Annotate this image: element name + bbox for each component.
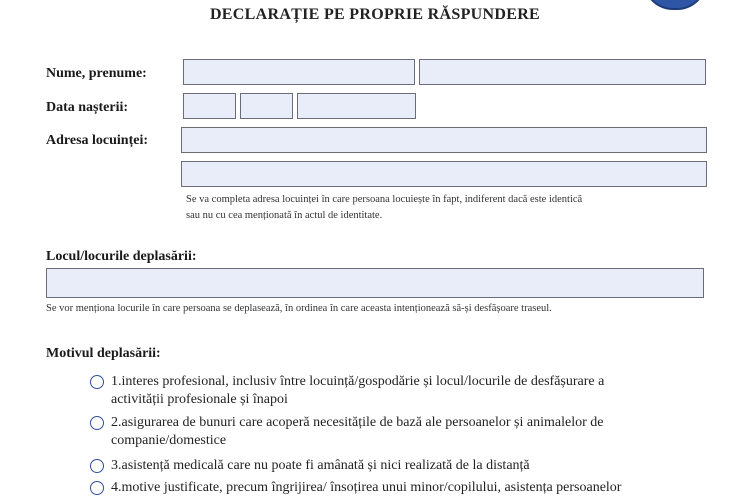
- reason-option-4-line1: 4.motive justificate, precum îngrijirea/ însoțirea unui minor/copilului, asistența persoanelor: [111, 480, 622, 495]
- address-label: Adresa locuinței:: [46, 133, 149, 148]
- reason-option-2-line2: companie/domestice: [111, 433, 227, 448]
- birthdate-label: Data nașterii:: [46, 100, 129, 115]
- reason-label: Motivul deplasării:: [46, 346, 161, 361]
- reason-option-1[interactable]: [90, 373, 730, 409]
- radio-button-icon[interactable]: [90, 375, 104, 389]
- reason-option-4[interactable]: [90, 479, 730, 497]
- name-label: Nume, prenume:: [46, 66, 147, 81]
- birth-month-field[interactable]: [240, 93, 293, 119]
- reason-option-3[interactable]: [90, 457, 730, 475]
- document-title: DECLARAȚIE PE PROPRIE RĂSPUNDERE: [209, 6, 541, 23]
- birth-day-field[interactable]: [183, 93, 236, 119]
- travel-locations-field[interactable]: [46, 268, 704, 298]
- radio-button-icon[interactable]: [90, 416, 104, 430]
- radio-button-icon[interactable]: [90, 481, 104, 495]
- reason-option-2-line1: 2.asigurarea de bunuri care acoperă necesitățile de bază ale persoanelor și animalelor de: [111, 415, 604, 430]
- address-line2-field[interactable]: [181, 161, 707, 187]
- reason-option-2[interactable]: [90, 414, 730, 450]
- address-line1-field[interactable]: [181, 127, 707, 153]
- reason-option-3-line1: 3.asistență medicală care nu poate fi amânată și nici realizată de la distanță: [111, 458, 530, 473]
- travel-note: Se vor menționa locurile în care persoana se deplasează, în ordinea în care aceasta intenționează să-și desfășoare traseul.: [46, 303, 552, 314]
- first-name-field[interactable]: [419, 59, 706, 85]
- birth-year-field[interactable]: [297, 93, 416, 119]
- address-note-line1: Se va completa adresa locuinței în care persoana locuiește în fapt, indiferent dacă este identică: [186, 194, 583, 205]
- travel-label: Locul/locurile deplasării:: [46, 249, 197, 264]
- address-note-line2: sau nu cu cea menționată în actul de identitate.: [186, 210, 383, 221]
- last-name-field[interactable]: [183, 59, 415, 85]
- reason-option-1-line2: activității profesionale și înapoi: [111, 392, 288, 407]
- radio-button-icon[interactable]: [90, 459, 104, 473]
- reason-option-1-line1: 1.interes profesional, inclusiv între locuință/gospodărie și locul/locurile de desfășurare a: [111, 374, 605, 389]
